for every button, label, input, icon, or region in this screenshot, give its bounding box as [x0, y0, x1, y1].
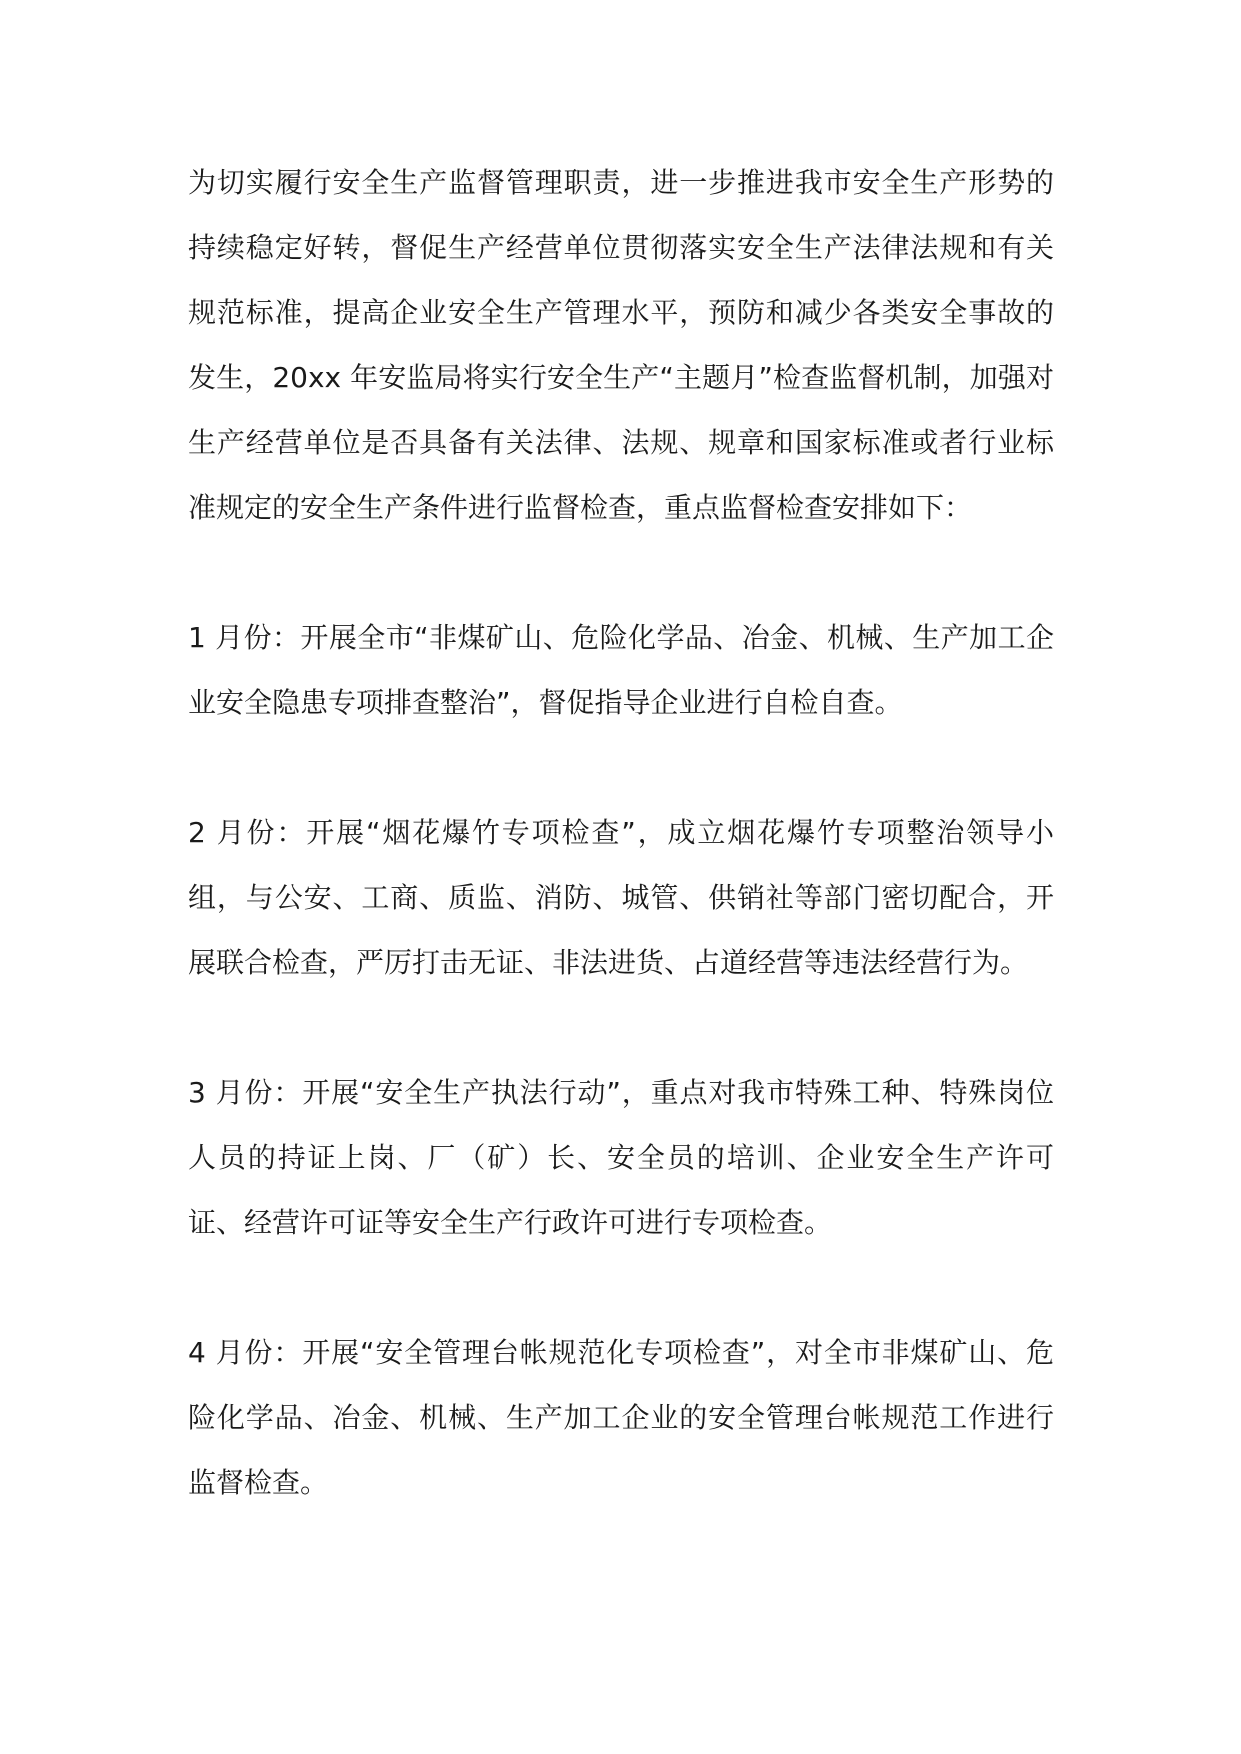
intro-paragraph: 为切实履行安全生产监督管理职责，进一步推进我市安全生产形势的持续稳定好转，督促生产经营单位贯彻落实安全生产法律法规和有关规范标准，提高企业安全生产管理水平，预防和减少各类安全事故的发生，20xx 年安监局将实行安全生产“主题月”检查监督机制，加强对生产经营单位是否具备有关法律、法规、规章和国家标准或者行业标准规定的安全生产条件进行监督检查，重点监督检查安排如下： [188, 166, 1054, 524]
january-paragraph: 1 月份：开展全市“非煤矿山、危险化学品、冶金、机械、生产加工企业安全隐患专项排查整治”，督促指导企业进行自检自查。 [188, 621, 1054, 719]
april-paragraph: 4 月份：开展“安全管理台帐规范化专项检查”，对全市非煤矿山、危险化学品、冶金、机械、生产加工企业的安全管理台帐规范工作进行监督检查。 [188, 1336, 1054, 1499]
document-body [188, 150, 1054, 1515]
february-paragraph: 2 月份：开展“烟花爆竹专项检查”，成立烟花爆竹专项整治领导小组，与公安、工商、质监、消防、城管、供销社等部门密切配合，开展联合检查，严厉打击无证、非法进货、占道经营等违法经营行为。 [188, 816, 1054, 979]
march-paragraph: 3 月份：开展“安全生产执法行动”，重点对我市特殊工种、特殊岗位人员的持证上岗、厂（矿）长、安全员的培训、企业安全生产许可证、经营许可证等安全生产行政许可进行专项检查。 [188, 1076, 1054, 1239]
